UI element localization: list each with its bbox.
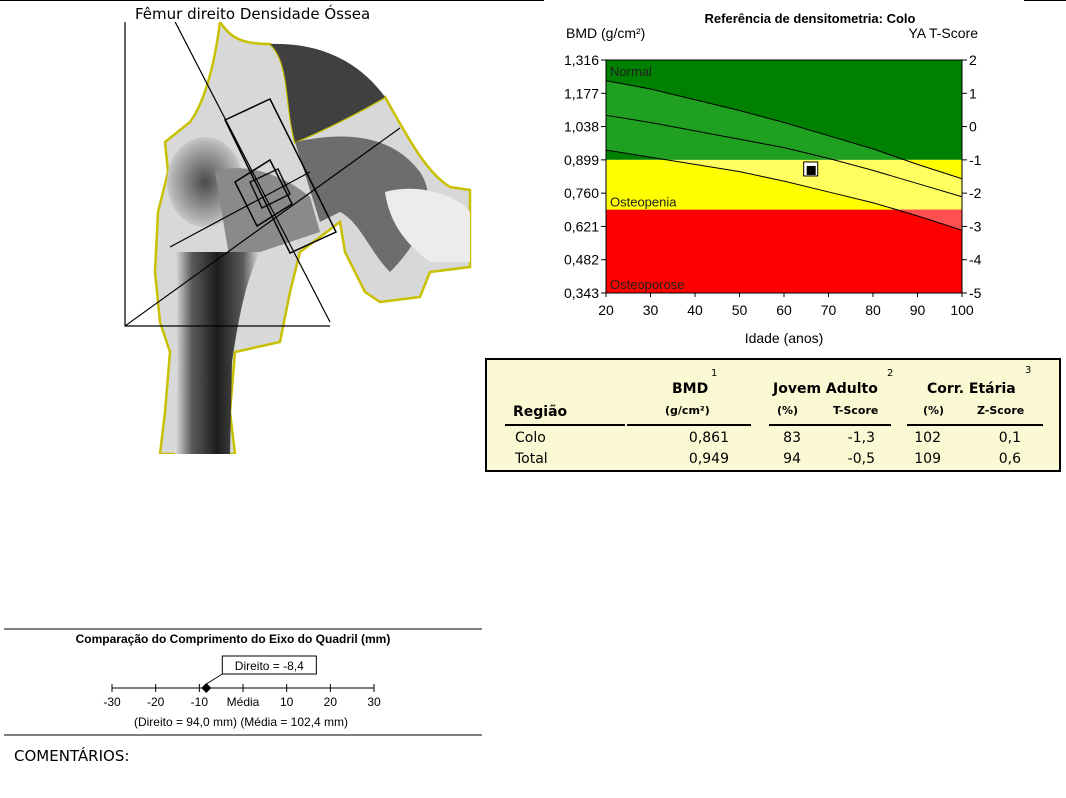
header-rule-am <box>907 424 1043 426</box>
x-tick-label: 100 <box>950 302 974 318</box>
header-bmd-unit: (g/cm²) <box>665 404 710 417</box>
zone-label-normal: Normal <box>610 64 652 79</box>
x-tick-label: 40 <box>687 302 703 318</box>
y-tick-label: 0,899 <box>563 151 599 168</box>
comments-label: COMENTÁRIOS: <box>14 747 130 765</box>
header-regiao: Região <box>513 404 568 420</box>
patient-marker <box>807 166 816 175</box>
am-superscript: 3 <box>1025 365 1032 376</box>
x-tick-label: 90 <box>909 302 926 318</box>
hal-footer: (Direito = 94,0 mm) (Média = 102,4 mm) <box>133 715 349 729</box>
x-tick-label: 20 <box>598 302 614 318</box>
hal-tick-label: 30 <box>367 695 381 709</box>
y-tick-label: 1,177 <box>563 85 599 102</box>
y-tick-label: 0,621 <box>563 218 599 235</box>
zone-label-osteoporose: Osteoporose <box>610 277 685 292</box>
ya-superscript: 2 <box>887 368 894 379</box>
hip-axis-comparison <box>4 628 482 736</box>
y2-tick-label: -4 <box>969 251 982 268</box>
y-tick-label: 0,343 <box>563 285 599 301</box>
hal-marker <box>201 683 211 693</box>
y-tick-label: 1,316 <box>563 52 599 68</box>
results-table <box>485 358 1061 472</box>
header-z-score: Z-Score <box>977 404 1025 417</box>
header-t-score: T-Score <box>833 404 879 417</box>
hal-marker-label: Direito = -8,4 <box>234 659 304 673</box>
x-tick-label: 30 <box>642 302 659 318</box>
y-tick-label: 0,760 <box>563 185 599 202</box>
y2-tick-label: 0 <box>969 118 977 135</box>
x-tick-label: 80 <box>865 302 881 318</box>
row-z-score: 0,1 <box>998 430 1021 446</box>
x-tick-label: 70 <box>820 302 837 318</box>
header-rule-regiao <box>505 424 625 426</box>
y2-tick-label: 2 <box>969 52 977 68</box>
hal-tick-label: -10 <box>190 695 209 709</box>
femoral-shaft <box>175 252 260 454</box>
row-am-pct: 109 <box>914 451 941 467</box>
y2-tick-label: -5 <box>969 285 982 301</box>
header-ya-pct: (%) <box>777 404 799 417</box>
top-divider-right <box>1024 0 1066 1</box>
chart-plot-area <box>564 52 982 318</box>
y-tick-label: 0,482 <box>563 251 599 268</box>
y2-tick-label: -3 <box>969 218 982 235</box>
chart-y2label: YA T-Score <box>908 25 978 41</box>
x-tick-label: 60 <box>776 302 792 318</box>
y2-tick-label: -2 <box>969 185 982 202</box>
hal-plot <box>103 656 381 709</box>
header-rule-ya <box>769 424 891 426</box>
hal-tick-label: -20 <box>146 695 165 709</box>
hal-title: Comparação do Comprimento do Eixo do Quadril (mm) <box>75 632 391 646</box>
row-bmd: 0,949 <box>688 451 729 467</box>
row-region: Total <box>515 451 548 467</box>
header-jovem-adulto: Jovem Adulto <box>773 381 878 397</box>
header-rule-bmd <box>627 424 751 426</box>
row-ya-pct: 94 <box>783 451 801 467</box>
femur-scan-image <box>120 22 472 454</box>
hal-tick-label: Média <box>226 695 260 709</box>
row-t-score: -1,3 <box>847 430 875 446</box>
row-am-pct: 102 <box>914 430 941 446</box>
y-tick-label: 1,038 <box>563 118 599 135</box>
row-ya-pct: 83 <box>783 430 801 446</box>
y2-tick-label: -1 <box>969 151 982 168</box>
row-z-score: 0,6 <box>998 451 1021 467</box>
header-corr-etaria: Corr. Etária <box>927 381 1016 397</box>
top-divider-left <box>0 0 544 1</box>
header-am-pct: (%) <box>923 404 945 417</box>
header-bmd: BMD <box>672 381 709 397</box>
row-region: Colo <box>515 430 546 446</box>
chart-xlabel: Idade (anos) <box>744 330 824 346</box>
femur-image-title: Fêmur direito Densidade Óssea <box>135 5 371 23</box>
x-tick-label: 50 <box>731 302 748 318</box>
chart-title: Referência de densitometria: Colo <box>704 11 916 26</box>
reference-chart <box>548 0 998 355</box>
hal-tick-label: 20 <box>323 695 338 709</box>
hip-axis-scale <box>4 628 482 736</box>
chart-ylabel: BMD (g/cm²) <box>566 25 646 41</box>
row-bmd: 0,861 <box>688 430 729 446</box>
row-t-score: -0,5 <box>847 451 875 467</box>
zone-label-osteopenia: Osteopenia <box>610 194 677 210</box>
hal-tick-label: 10 <box>279 695 294 709</box>
bmd-superscript: 1 <box>711 368 718 379</box>
y2-tick-label: 1 <box>969 85 977 102</box>
hal-marker-leader <box>206 674 222 684</box>
hal-tick-label: -30 <box>103 695 121 709</box>
